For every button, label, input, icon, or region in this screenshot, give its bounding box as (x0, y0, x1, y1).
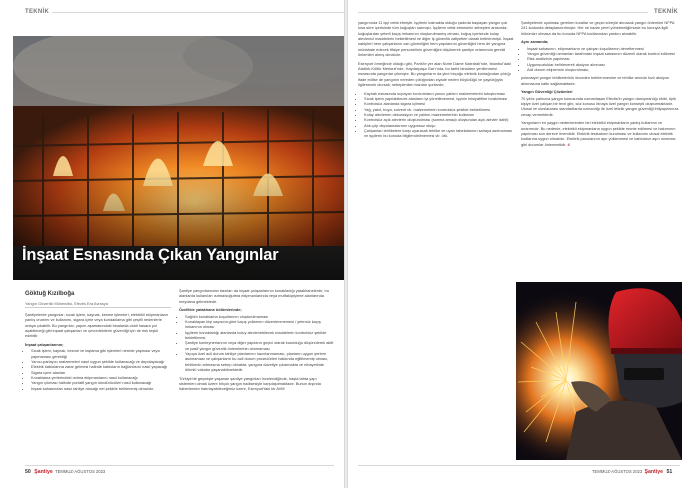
author-divider (25, 307, 171, 308)
list-item: • Çalışanları tehlikelere karşı uyaracak tehlike ve uyarı tabelalarının sahaya asılmaması ve işçilerin bu konuda bilgilendirilmemesi vb. ütü. (364, 128, 514, 139)
list-item: • Kontrolsüz alanlarda sigara içilmesi (364, 101, 514, 106)
list-heading: İnşaat çalışanlarının; (25, 341, 64, 347)
end-mark: 4 (567, 141, 570, 147)
list-heading: Aynı zamanda; (521, 39, 549, 45)
bullet-list (179, 314, 334, 373)
burning-building-photo (13, 36, 344, 280)
brand-name-left: Şantiye (34, 469, 53, 475)
issue-date-left: TEMMUZ-AĞUSTOS 2023 (55, 469, 106, 474)
list-item: • Sağlıklı konaklama koşullarının oluşturulmaması (185, 314, 334, 319)
list-item: • Elektrik kablolarına zarar gelmesi halinde kabloların bağlantısını nasıl yapacağı (31, 364, 171, 369)
list-item: • Yanıcı-parlayıcı malzemeleri nasıl uygun şekilde kullanacağı ve depolayacağı (31, 359, 171, 364)
paragraph-text: Yangınların en yaygın nedenlerinden biri elektrikli ekipmanların yanlış kullanımı ve onarımıdır. Bu nedenle, elektrikli ekipmanların uygun şekilde monte edilmesi ve bakımının yapılması son derece önemlidir. Elektrik tesisatının kurulması ve kullanımı ulusal elektrik kodlarına uygun olmalıdır. Elektrik panolarının ayrı yüklenmesi ve kabloların aşırı ısınması gibi durumlar önlenmelidir. (521, 120, 676, 147)
bullet-list (521, 46, 679, 73)
section-divider-right (358, 12, 648, 13)
list-item: • Acil durum ekiplerinin oluşturulması, (527, 67, 679, 72)
paragraph: 70 yıldır yalnızca yangın konusunda uzmanlaşan Efectis'in yangın danışmanlığı ekibi, tipik kişiye özel çalışan bir terzi gibi, söz konusu binaya özel yangın konsepti oluşturmaktadır. Ulusal ve uluslararası standartlarda uzmanlığı ile özel teknik yangın güvenliği ihtiyaçlarınıza cevap vermektedir. (521, 95, 679, 117)
right-column-2 (521, 20, 679, 150)
footer-divider-left (25, 465, 334, 466)
right-page (348, 0, 692, 488)
welding-sparks-image (516, 282, 682, 460)
paragraph: potansiyel yangın tehlikelerinin önceden belirlenmesine ve tehlike anında hızlı aksiyon alınmasına katkı sağlamaktadır. (521, 75, 670, 86)
paragraph: Türkiye'de geçmişte yaşanan şantiye yangınları incelendiğinde, başta tahta yapı sistemleri olmak üzere birçok yangın hadisesiyle karşılaşılmaktadır. Bunun dışında haberlerden hatırlayabileceğimiz üzere, Esenyurt'taki bir AVM (179, 375, 321, 392)
list-item: • Yangın güvenliği uzmanları tarafından inşaat sahasının düzenli olarak kontrol edilmesi (527, 51, 679, 56)
author-name: Göktuğ Kızılboğa (25, 291, 75, 297)
intro-paragraph: Şantiyelerde yangınlar; sıcak işlem, kaynak, kesme işlemleri, elektrikli ekipmanların yanlış onarımı ve kullanımı, sigara içme veya kundaklama gibi çeşitli nedenlerle ortaya çıkabilir. Bu yangınlar, yapım aşamasındaki binalarda ciddi hasara yol açabileceği gibi inşaat çalışanları ve çevredekilerin güvenliği için de risk teşkil edebilir. (25, 312, 169, 339)
list-item: • Kontrolsüz açık alevlerin oluşturulması (sonma amaçlı oluşturulan açık alevler dahil) (364, 117, 514, 122)
list-item: • Uygunsuzluklar belirlenerek aksiyon alınması (527, 62, 679, 67)
footer-divider-right (358, 465, 680, 466)
list-item: • Kaynak esnasında sıçrayan kıvılcımların yanıcı yalıtım malzemelerini tutuşturması (364, 91, 514, 96)
bullet-list (25, 348, 171, 391)
author-role: Yangın Güvenlik Mühendisi, Efectis Era Avrasya (25, 301, 108, 306)
list-item: • Sıcak işlem, kaynak, kesme ve taşlama gibi işlemleri nerede yapması veya yapmaması gerektiği (31, 348, 171, 359)
paragraph: Şantiyelerde uyulması gereken kurallar ve geçici süreyle alınacak yangın önlemleri NFPA 241 kodunda detaylandırılmıştır. Her ne kadar yerel yönetmeliğimizde bu konuyla ilgili hükümler olmasa da bu konuda NFPA kodlarından yardım alınabilir. (521, 20, 675, 36)
paragraph: Şantiye yangınlarından bazıları da inşaat çalışanlarının konakladığı yatakhanelerde, bu alanlarda kullanılan ısıtma/soğutma ekipmanlarında veya mutfak/pişirme alanlarında meydana gelmektedir. (179, 288, 329, 304)
section-label-right: TEKNİK (654, 9, 679, 15)
brand-name-right: Şantiye (644, 469, 663, 475)
list-item: • Şantiye konteynerlarının veya diğer yapıların geçici olarak kurulduğu düşünülerek aktif ve pasif yangın güvenlik önlemlerinin alınmaması (185, 340, 334, 351)
article-title: İnşaat Esnasında Çıkan Yangınlar (22, 246, 279, 264)
list-item: • Yapıya özel acil durum tahliye planlarının hazırlanmaması, planların uygun yerlere asılmaması ve çalışanların bu acil durum prosedürleri hakkında eğitilmemiş olması, tehlikenin artmasına sebep olmakta, yangına davetiye çıkarmakta ve nihayetinde ölümlü vakalar yaşanabilmektedir. (185, 351, 334, 372)
paragraph (521, 120, 679, 147)
list-heading: Özellikle yatakhane bölümlerinde; (179, 307, 242, 313)
list-item: • İnşaat sahasının, ekipmanların ve çalışan koşullarının denetlenmesi (527, 46, 679, 51)
list-item: • Atık-çöp depolamalarının uygunsuz oluşu (364, 123, 514, 128)
left-column-1 (25, 312, 171, 394)
footer-right (592, 469, 672, 475)
left-page (0, 0, 344, 488)
fire-image (13, 36, 344, 280)
list-item: • Sıcak işlem yapılabilecek alanların iyi yönetilmemesi, işçinin inisiyatifine bırakılması (364, 96, 514, 101)
welder-photo (516, 282, 682, 460)
list-item: • Konaklama yerlerindeki ısıtma ekipmanlarını nasıl kullanacağı (31, 375, 171, 380)
page-number-right: 51 (666, 469, 673, 475)
page-number-left: 50 (25, 469, 31, 475)
list-item: • Sigara içme alanları (31, 370, 171, 375)
list-item: • Kolay alevlenen dekorasyon ve yalıtım malzemelerinin kullanımı (364, 112, 514, 117)
paragraph: yangınında 11 işçi vefat etmiştir. İşçilerin kalmakta olduğu çadırda başlayan yangın çok kısa süre içerisinde tüm koğuşları sarmıştı. İşçilerin vefat etmesinin sebepleri arasında; koğuşlardan yeterli kaçış imkanının oluşturulmamış olması, koğuş içerisinde kolay alevlenici maddelerin bekletilmesi ve diğer iş güvenlik zafiyetleri olarak belirlenmişti. İnşaat sahipleri hem çalışanların can güvenliğini hem yapılarının güvenliğini hem de yangına müdahale edecek itfaiye personelinin güvenliğini düşünerek şantiye ortamında gerekli önlemleri almış olmalıdır. (358, 20, 514, 58)
left-column-2 (179, 288, 334, 395)
footer-left (25, 469, 105, 475)
list-item: • Yağ, yakıt, boya, solvent vb. malzemelerin kontrolsüz şekilde bekletilmesi (364, 107, 514, 112)
section-label-left: TEKNİK (25, 9, 50, 15)
list-item: • İşçilerin konakladığı alanlarda koluy alevlenebilecek maddelerin kontrolsüz şekilde bekletilmesi (185, 330, 334, 341)
bullet-list (358, 91, 514, 139)
list-item: • Konaklayan kişi sayısına göre kaçış yollarının düzenlenmemesi / yetersiz kaçış imkanının olması (185, 319, 334, 330)
list-item: • İnşaat sahasından nasıl tahliye olacağı net şekilde belirlenmiş olmalıdır. (31, 386, 171, 391)
right-column-1 (358, 20, 514, 142)
list-item: • Yangın çıkması halinde portatif yangın söndürücüleri nasıl kullanacağı (31, 380, 171, 385)
paragraph: Esenyurt örneğinde olduğu gibi, Paris'te yer alan Notre Dame Katedrali'nde, İstanbul'daki Atatürk Kültür Merkezi'nde, Haydarpaşa Gar'ı'nda, bu tarihi binaların yenilenmesi esnasında yangınlar çıkmıştır. Bu yangınların da yine birçoğu elektrik kontağından çıktığı ifade edilse de yangının nereden çıktığından ziyade neden büyüdüğü ve yayıldığıyla ilgilenecek olursak; sebeplerden bazıları şunlardır; (358, 60, 511, 87)
section-divider-left (52, 12, 344, 13)
list-item: • Risk analizinin yapılması (527, 56, 679, 61)
issue-date-right: TEMMUZ-AĞUSTOS 2023 (592, 469, 643, 474)
subheading-fire-safety: Yangın Güvenliği Çözümleri (521, 89, 573, 95)
